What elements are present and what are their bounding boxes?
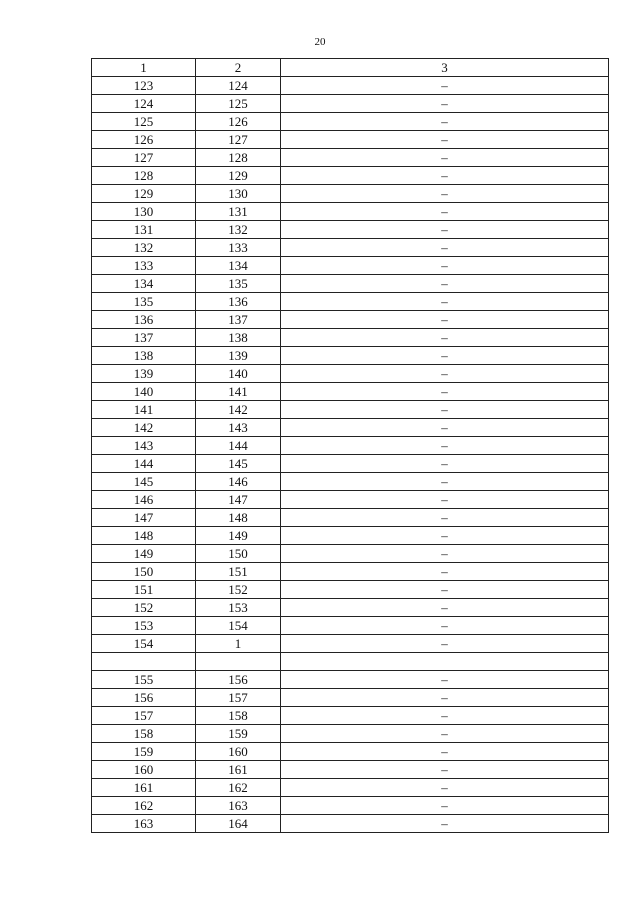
table-row [92, 401, 609, 419]
table-cell-col-3: – [281, 149, 609, 167]
table-row [92, 653, 609, 671]
table-cell-col-3: – [281, 473, 609, 491]
table-cell-col-2: 139 [196, 347, 281, 365]
table-cell-col-1 [92, 653, 196, 671]
table-cell-col-1: 124 [92, 95, 196, 113]
table-cell-col-3: – [281, 401, 609, 419]
table-cell-col-3: – [281, 239, 609, 257]
table-cell-col-2: 151 [196, 563, 281, 581]
table-cell-col-3: – [281, 743, 609, 761]
table-row [92, 797, 609, 815]
table-cell-col-2: 162 [196, 779, 281, 797]
table-row [92, 257, 609, 275]
table-cell-col-2: 152 [196, 581, 281, 599]
table-cell-col-2: 153 [196, 599, 281, 617]
table-cell-col-3: – [281, 599, 609, 617]
table-cell-col-1: 137 [92, 329, 196, 347]
table-cell-col-2: 133 [196, 239, 281, 257]
table-row [92, 113, 609, 131]
table-cell-col-3: – [281, 581, 609, 599]
table-row [92, 815, 609, 833]
table-cell-col-3: – [281, 131, 609, 149]
table-row [92, 311, 609, 329]
table-cell-col-2: 136 [196, 293, 281, 311]
column-header-2: 2 [196, 59, 281, 77]
table-cell-col-3: – [281, 311, 609, 329]
table-cell-col-3: – [281, 617, 609, 635]
table-header [92, 59, 609, 77]
table-cell-col-2: 134 [196, 257, 281, 275]
table-cell-col-1: 123 [92, 77, 196, 95]
table-cell-col-1: 126 [92, 131, 196, 149]
table-cell-col-3: – [281, 725, 609, 743]
table-row [92, 131, 609, 149]
table-cell-col-1: 129 [92, 185, 196, 203]
table-cell-col-2: 157 [196, 689, 281, 707]
table-cell-col-1: 145 [92, 473, 196, 491]
table-cell-col-3: – [281, 275, 609, 293]
table-cell-col-2: 132 [196, 221, 281, 239]
header-row [92, 59, 609, 77]
table-cell-col-1: 160 [92, 761, 196, 779]
table-row [92, 779, 609, 797]
table-cell-col-1: 161 [92, 779, 196, 797]
table-row [92, 329, 609, 347]
table-cell-col-2: 126 [196, 113, 281, 131]
page-number: 20 [314, 36, 326, 48]
table-cell-col-2: 125 [196, 95, 281, 113]
table-row [92, 473, 609, 491]
table-cell-col-1: 162 [92, 797, 196, 815]
table-cell-col-2: 159 [196, 725, 281, 743]
table-row [92, 77, 609, 95]
table-row [92, 581, 609, 599]
table-row [92, 239, 609, 257]
table-cell-col-1: 135 [92, 293, 196, 311]
table-cell-col-1: 163 [92, 815, 196, 833]
table-cell-col-2: 145 [196, 455, 281, 473]
table-cell-col-3: – [281, 185, 609, 203]
table-row [92, 491, 609, 509]
table-row [92, 635, 609, 653]
table-cell-col-3: – [281, 365, 609, 383]
table-cell-col-2: 156 [196, 671, 281, 689]
table-cell-col-2: 164 [196, 815, 281, 833]
table-row [92, 221, 609, 239]
table-row [92, 563, 609, 581]
table-cell-col-2: 150 [196, 545, 281, 563]
table-cell-col-3: – [281, 437, 609, 455]
table-cell-col-3: – [281, 797, 609, 815]
table-row [92, 671, 609, 689]
table-cell-col-3: – [281, 455, 609, 473]
table-cell-col-2: 143 [196, 419, 281, 437]
table-cell-col-1: 132 [92, 239, 196, 257]
table-row [92, 203, 609, 221]
table-cell-col-2: 129 [196, 167, 281, 185]
table-cell-col-2: 144 [196, 437, 281, 455]
table-cell-col-1: 151 [92, 581, 196, 599]
table-cell-col-1: 158 [92, 725, 196, 743]
table-cell-col-3: – [281, 491, 609, 509]
data-table [91, 58, 609, 833]
table-row [92, 455, 609, 473]
table-cell-col-1: 128 [92, 167, 196, 185]
table-cell-col-2: 148 [196, 509, 281, 527]
table-row [92, 617, 609, 635]
table-cell-col-2: 149 [196, 527, 281, 545]
table-cell-col-1: 146 [92, 491, 196, 509]
table-cell-col-1: 125 [92, 113, 196, 131]
table-cell-col-3: – [281, 329, 609, 347]
table-cell-col-1: 152 [92, 599, 196, 617]
table-cell-col-3: – [281, 527, 609, 545]
table-row [92, 347, 609, 365]
table-cell-col-2: 138 [196, 329, 281, 347]
table-cell-col-2: 140 [196, 365, 281, 383]
table-cell-col-3: – [281, 167, 609, 185]
table-row [92, 545, 609, 563]
table-cell-col-1: 147 [92, 509, 196, 527]
table-cell-col-3: – [281, 509, 609, 527]
table-cell-col-3: – [281, 563, 609, 581]
table-cell-col-3: – [281, 671, 609, 689]
table-row [92, 509, 609, 527]
table-cell-col-3: – [281, 221, 609, 239]
table-row [92, 689, 609, 707]
table-row [92, 383, 609, 401]
table-row [92, 185, 609, 203]
table-cell-col-1: 138 [92, 347, 196, 365]
table-cell-col-3: – [281, 419, 609, 437]
table-row [92, 527, 609, 545]
table-cell-col-2: 141 [196, 383, 281, 401]
table-cell-col-2: 131 [196, 203, 281, 221]
table-cell-col-2: 161 [196, 761, 281, 779]
table-body [92, 77, 609, 833]
table-cell-col-2: 142 [196, 401, 281, 419]
column-header-1: 1 [92, 59, 196, 77]
table-cell-col-2: 127 [196, 131, 281, 149]
table-cell-col-2: 154 [196, 617, 281, 635]
table-row [92, 275, 609, 293]
table-cell-col-3: – [281, 815, 609, 833]
table-cell-col-2: 130 [196, 185, 281, 203]
table-cell-col-1: 155 [92, 671, 196, 689]
table-cell-col-3: – [281, 77, 609, 95]
table-row [92, 437, 609, 455]
table-cell-col-3: – [281, 707, 609, 725]
table-cell-col-2: 1 [196, 635, 281, 653]
table-cell-col-3: – [281, 257, 609, 275]
table-cell-col-3: – [281, 761, 609, 779]
table-cell-col-2: 128 [196, 149, 281, 167]
table-cell-col-1: 140 [92, 383, 196, 401]
table-cell-col-1: 134 [92, 275, 196, 293]
table-cell-col-2: 137 [196, 311, 281, 329]
table-cell-col-1: 159 [92, 743, 196, 761]
table-cell-col-3: – [281, 545, 609, 563]
table-cell-col-2: 158 [196, 707, 281, 725]
column-header-3: 3 [281, 59, 609, 77]
table-cell-col-2: 160 [196, 743, 281, 761]
table-cell-col-2 [196, 653, 281, 671]
table-cell-col-3: – [281, 113, 609, 131]
table-cell-col-2: 124 [196, 77, 281, 95]
table-cell-col-2: 147 [196, 491, 281, 509]
table-row [92, 743, 609, 761]
table-cell-col-1: 127 [92, 149, 196, 167]
table-cell-col-1: 142 [92, 419, 196, 437]
table-cell-col-2: 163 [196, 797, 281, 815]
table-cell-col-3: – [281, 203, 609, 221]
table-cell-col-1: 156 [92, 689, 196, 707]
table-row [92, 365, 609, 383]
table-row [92, 95, 609, 113]
table-row [92, 725, 609, 743]
table-cell-col-1: 143 [92, 437, 196, 455]
table-row [92, 167, 609, 185]
table-cell-col-2: 135 [196, 275, 281, 293]
table-cell-col-1: 136 [92, 311, 196, 329]
table-cell-col-3: – [281, 383, 609, 401]
table-row [92, 293, 609, 311]
table-cell-col-1: 157 [92, 707, 196, 725]
table-cell-col-1: 153 [92, 617, 196, 635]
table-cell-col-3: – [281, 689, 609, 707]
table-cell-col-1: 148 [92, 527, 196, 545]
table-row [92, 149, 609, 167]
table-cell-col-1: 130 [92, 203, 196, 221]
table-cell-col-3: – [281, 293, 609, 311]
table-row [92, 761, 609, 779]
table-cell-col-1: 131 [92, 221, 196, 239]
table-cell-col-1: 139 [92, 365, 196, 383]
table-cell-col-2: 146 [196, 473, 281, 491]
table-row [92, 419, 609, 437]
table-cell-col-3 [281, 653, 609, 671]
table-cell-col-3: – [281, 779, 609, 797]
table-cell-col-1: 133 [92, 257, 196, 275]
table-row [92, 707, 609, 725]
table-cell-col-3: – [281, 347, 609, 365]
table-cell-col-1: 149 [92, 545, 196, 563]
table-cell-col-1: 144 [92, 455, 196, 473]
table-cell-col-1: 141 [92, 401, 196, 419]
table-cell-col-3: – [281, 95, 609, 113]
table-cell-col-1: 154 [92, 635, 196, 653]
table-cell-col-3: – [281, 635, 609, 653]
table-row [92, 599, 609, 617]
table-cell-col-1: 150 [92, 563, 196, 581]
